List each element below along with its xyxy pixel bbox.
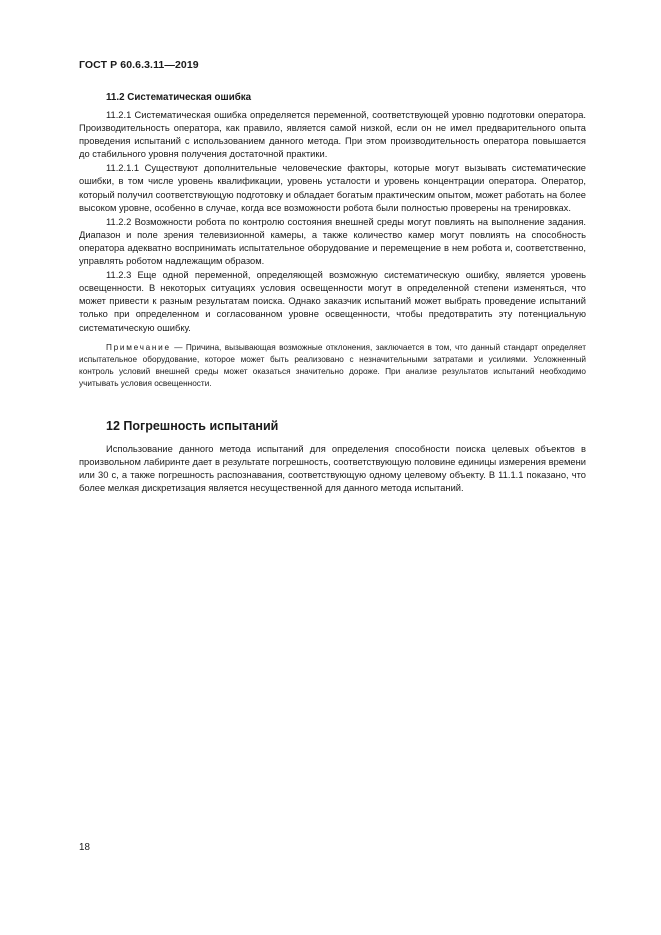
note-label: Примечание (106, 342, 171, 352)
paragraph-11-2-3: 11.2.3 Еще одной переменной, определяющей возможную систематическую ошибку, является уровень освещенности. В некоторых ситуациях условия освещенности могут в определенной степени изменяться, что может привести к разным результатам поиска. Однако заказчик испытаний может выбрать проведение испытаний только при определенном и согласованном уровне освещенности, чтобы предотвратить эту потенциальную систематическую ошибку. (79, 270, 586, 333)
page-body (79, 92, 586, 495)
paragraph-11-2-1-1: 11.2.1.1 Существуют дополнительные человеческие факторы, которые могут вызывать систематические ошибки, в том числе уровень квалификации, уровень усталости и уровень концентрации оператора. Оператор, который получил соответствующую подготовку и обладает богатым практическим опытом, может работать на более высоком уровне, особенно в случае, когда все возможности робота были полностью проверены на тренировках. (79, 163, 586, 213)
paragraph-12: Использование данного метода испытаний для определения способности поиска целевых объектов в произвольном лабиринте дает в результате погрешность, соответствующую половине единицы измерения времени или 30 с, а также погрешность распознавания, соответствующую одному целевому объекту. В 11.1.1 показано, что более мелкая дискретизация является несущественной для данного метода испытаний. (79, 443, 586, 493)
note-text: — Причина, вызывающая возможные отклонения, заключается в том, что данный стандарт определяет испытательное оборудование, которое может быть реализовано с незначительными затратами и усилиями. Усложненный контроль условий внешней среды может оказаться значительно дороже. При анализе результатов испытаний необходимо учитывать условия освещенности. (79, 342, 586, 388)
paragraph-11-2-2: 11.2.2 Возможности робота по контролю состояния внешней среды могут повлиять на выполнение задания. Диапазон и поле зрения телевизионной камеры, а также количество камер могут повлиять на способность оператора адекватно воспринимать испытательное оборудование и перемещение в нем робота и, соответственно, управлять роботом надлежащим образом. (79, 216, 586, 267)
subsection-heading-11-2: 11.2 Систематическая ошибка (106, 92, 252, 103)
paragraph-11-2-1: 11.2.1 Систематическая ошибка определяется переменной, соответствующей уровню подготовки оператора. Производительность оператора, как правило, является самой низкой, если он не имел предварительного опыта проведения испытаний с использованием данного метода. При этом производительность оператора повышается до стабильного уровня получения достаточной практики. (79, 110, 586, 160)
note (79, 342, 586, 390)
section-heading-12: 12 Погрешность испытаний (106, 418, 279, 433)
document-header: ГОСТ Р 60.6.3.11—2019 (79, 59, 199, 71)
page-number: 18 (79, 842, 90, 853)
